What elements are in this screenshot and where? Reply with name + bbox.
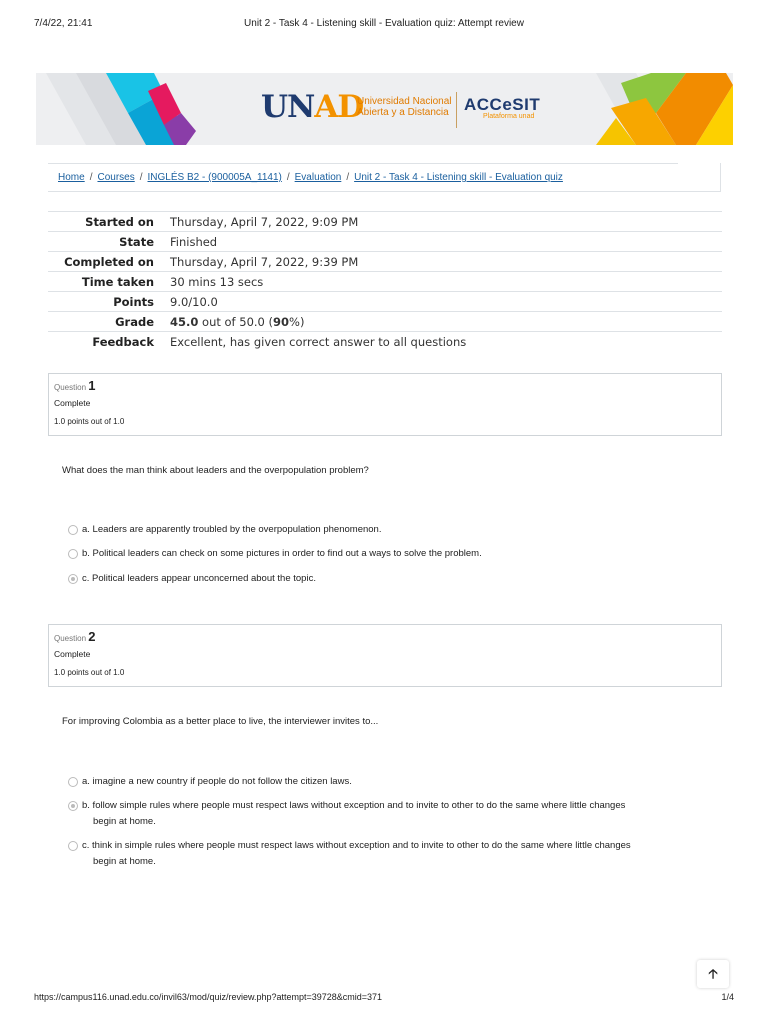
- university-name-line1: Universidad Nacional: [357, 96, 452, 107]
- back-to-top-button[interactable]: [697, 960, 729, 988]
- university-name-line2: Abierta y a Distancia: [357, 107, 449, 118]
- unad-wordmark-un: UN: [261, 89, 315, 125]
- summary-value: Excellent, has given correct answer to all questions: [164, 332, 722, 352]
- breadcrumb-separator: /: [346, 172, 350, 183]
- answer-label: [82, 838, 698, 870]
- grade-percent: 90: [273, 314, 290, 329]
- breadcrumb-courses[interactable]: Courses: [97, 172, 135, 183]
- answer-label: a. imagine a new country if people do not follow the citizen laws.: [82, 776, 352, 787]
- summary-row-completed: [48, 252, 722, 272]
- university-name: [357, 96, 452, 118]
- question-info-2: [48, 624, 722, 687]
- summary-label: Feedback: [48, 332, 164, 352]
- question-text-1: What does the man think about leaders and the overpopulation problem?: [62, 465, 369, 476]
- question-number: [54, 629, 96, 644]
- answer-option-1b[interactable]: [68, 546, 698, 562]
- breadcrumb-course[interactable]: INGLÉS B2 - (900005A_1141): [147, 172, 282, 183]
- radio-button[interactable]: [68, 525, 78, 535]
- question-number-value: 1: [88, 378, 96, 393]
- summary-label: Time taken: [48, 272, 164, 292]
- print-page-number: 1/4: [721, 992, 734, 1002]
- question-prefix: Question: [54, 383, 87, 392]
- print-date: 7/4/22, 21:41: [34, 18, 93, 29]
- site-banner: [36, 73, 733, 145]
- print-url: https://campus116.unad.edu.co/invil63/mod/quiz/review.php?attempt=39728&cmid=371: [34, 992, 383, 1002]
- answer-option-1c[interactable]: [68, 571, 698, 587]
- answer-option-1a[interactable]: [68, 522, 698, 538]
- accesit-subtitle: Plataforma unad: [483, 113, 535, 120]
- question-grade: 1.0 points out of 1.0: [54, 417, 125, 426]
- breadcrumb-home[interactable]: Home: [58, 172, 85, 183]
- print-header: [34, 18, 734, 32]
- summary-row-points: [48, 292, 722, 312]
- accesit-logo: ACCeSIT: [464, 95, 541, 114]
- summary-label: State: [48, 232, 164, 252]
- breadcrumb: [58, 172, 563, 183]
- summary-value: Thursday, April 7, 2022, 9:39 PM: [164, 252, 722, 272]
- radio-button[interactable]: [68, 841, 78, 851]
- answer-label-line1: c. think in simple rules where people must respect laws without exception and to invite to other to do the same where little changes: [82, 840, 631, 851]
- summary-row-state: [48, 232, 722, 252]
- summary-row-grade: [48, 312, 722, 332]
- breadcrumb-border: [48, 163, 678, 164]
- question-prefix: Question: [54, 634, 87, 643]
- print-title: Unit 2 - Task 4 - Listening skill - Evaluation quiz: Attempt review: [244, 18, 524, 29]
- breadcrumb-quiz[interactable]: Unit 2 - Task 4 - Listening skill - Evaluation quiz: [354, 172, 563, 183]
- summary-row-started: [48, 212, 722, 232]
- breadcrumb-evaluation[interactable]: Evaluation: [294, 172, 342, 183]
- question-text-2: For improving Colombia as a better place to live, the interviewer invites to...: [62, 716, 379, 727]
- question-state: Complete: [54, 649, 91, 659]
- question-info-1: [48, 373, 722, 436]
- answer-label: a. Leaders are apparently troubled by the overpopulation phenomenon.: [82, 524, 382, 535]
- answer-label: [82, 798, 698, 830]
- answer-option-2c[interactable]: [68, 838, 698, 870]
- grade-suffix: %): [289, 314, 305, 329]
- answer-label: c. Political leaders appear unconcerned about the topic.: [82, 573, 316, 584]
- arrow-up-icon: 🡡: [708, 966, 718, 981]
- print-footer: [34, 992, 734, 1006]
- breadcrumb-separator: /: [286, 172, 290, 183]
- summary-value: Thursday, April 7, 2022, 9:09 PM: [164, 212, 722, 232]
- answer-label-line2: begin at home.: [93, 816, 156, 827]
- question-grade: 1.0 points out of 1.0: [54, 668, 125, 677]
- unad-wordmark: [261, 89, 363, 125]
- answer-option-2a[interactable]: [68, 774, 698, 790]
- answer-label-line1: b. follow simple rules where people must respect laws without exception and to invite to other to do the same where little changes: [82, 800, 626, 811]
- radio-button-selected[interactable]: [68, 801, 78, 811]
- logo-divider: [456, 92, 457, 128]
- grade-out-of: out of 50.0 (: [198, 314, 274, 329]
- breadcrumb-container: [48, 163, 721, 192]
- answer-label-line2: begin at home.: [93, 856, 156, 867]
- summary-row-feedback: [48, 332, 722, 352]
- breadcrumb-separator: /: [89, 172, 93, 183]
- grade-score: 45.0: [170, 314, 199, 329]
- summary-label: Points: [48, 292, 164, 312]
- answer-option-2b[interactable]: [68, 798, 698, 830]
- breadcrumb-separator: /: [139, 172, 143, 183]
- summary-label: Completed on: [48, 252, 164, 272]
- summary-label: Grade: [48, 312, 164, 332]
- radio-button[interactable]: [68, 777, 78, 787]
- question-state: Complete: [54, 398, 91, 408]
- question-number-value: 2: [88, 629, 96, 644]
- answer-label: b. Political leaders can check on some pictures in order to find out a ways to solve the problem.: [82, 548, 482, 559]
- radio-button[interactable]: [68, 549, 78, 559]
- attempt-summary-table: [48, 211, 722, 351]
- unad-wordmark-ad: AD: [314, 89, 364, 125]
- summary-value: Finished: [164, 232, 722, 252]
- summary-label: Started on: [48, 212, 164, 232]
- summary-value: 9.0/10.0: [164, 292, 722, 312]
- question-number: [54, 378, 96, 393]
- summary-row-time: [48, 272, 722, 292]
- radio-button-selected[interactable]: [68, 574, 78, 584]
- summary-value: [164, 312, 722, 332]
- summary-value: 30 mins 13 secs: [164, 272, 722, 292]
